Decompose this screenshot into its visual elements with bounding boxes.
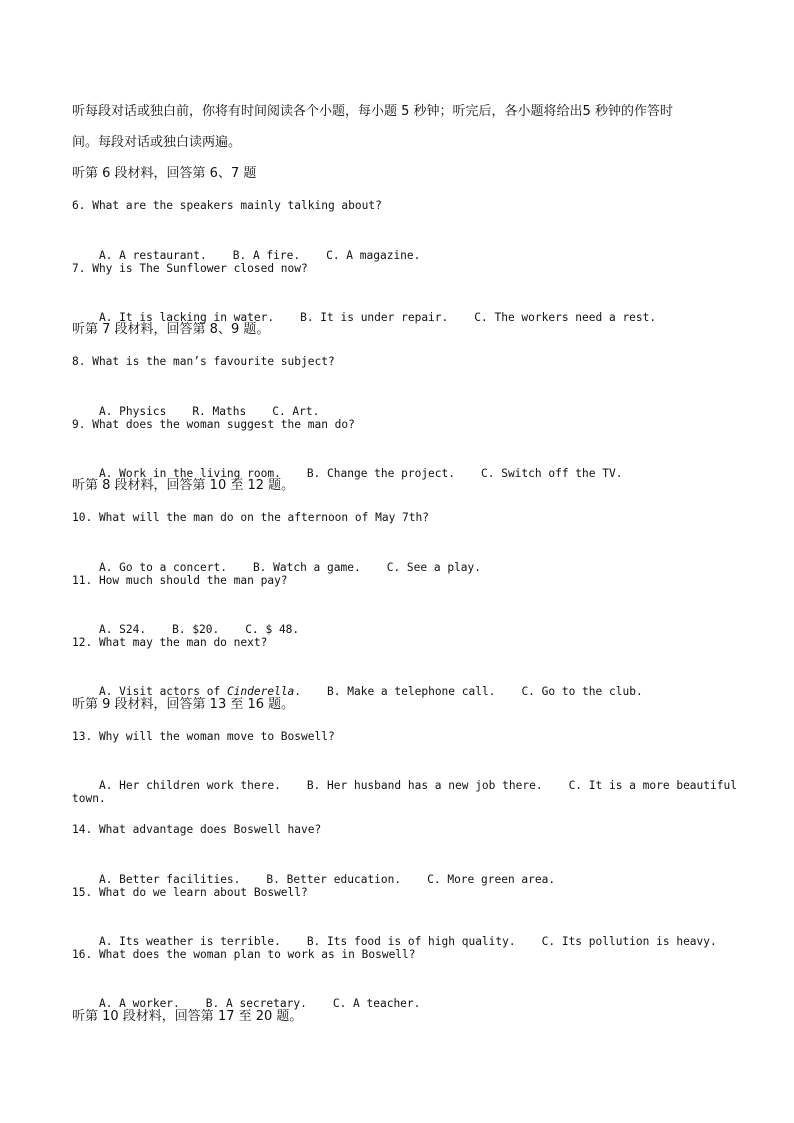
question-9-stem: 9. What does the woman suggest the man do? [72,418,355,431]
option-b: B. $20. [172,623,220,636]
question-15-stem: 15. What do we learn about Boswell? [72,886,308,899]
option-b: B. Her husband has a new job there. [306,779,543,792]
option-a: A. Her children work there. [98,779,281,792]
option-b: B. Watch a game. [252,561,361,574]
option-a: A. Go to a concert. [98,561,227,574]
question-13-stem: 13. Why will the woman move to Boswell? [72,730,335,743]
section-heading-9: 听第 9 段材料，回答第 13 至 16 题。 [72,697,295,712]
option-c: C. The workers need a rest. [474,311,657,324]
question-10-stem: 10. What will the man do on the afternoon of May 7th? [72,511,429,524]
option-b: B. Change the project. [306,467,455,480]
option-c: C. Go to the club. [521,685,643,698]
option-a: A. Physics [98,405,167,418]
option-c: C. $ 48. [245,623,300,636]
instructions-line-1: 听每段对话或独白前，你将有时间阅读各个小题，每小题 5 秒钟；听完后，各小题将给出5 秒钟的作答时 [72,104,673,119]
option-b: B. A fire. [232,249,301,262]
option-c: C. Its pollution is heavy. [541,935,717,948]
section-heading-10: 听第 10 段材料，回答第 17 至 20 题。 [72,1009,303,1024]
option-b: R. Maths [192,405,247,418]
section-heading-8: 听第 8 段材料，回答第 10 至 12 题。 [72,478,295,493]
section-heading-7: 听第 7 段材料，回答第 8、9 题。 [72,322,270,337]
option-a: A. S24. [98,623,147,636]
option-c: C. It is a more beautiful [568,779,737,792]
option-a: A. Better facilities. [98,873,241,886]
option-c: C. A magazine. [326,249,421,262]
question-7-stem: 7. Why is The Sunflower closed now? [72,262,308,275]
option-a: A. A worker. [98,997,180,1010]
question-8-stem: 8. What is the man’s favourite subject? [72,355,335,368]
option-c: C. More green area. [427,873,556,886]
option-b: B. A secretary. [205,997,307,1010]
option-b: B. Its food is of high quality. [306,935,516,948]
option-c: C. See a play. [386,561,482,574]
question-16-stem: 16. What does the woman plan to work as in Boswell? [72,948,416,961]
question-13-option-c-continued: town. [72,792,106,805]
question-11-stem: 11. How much should the man pay? [72,574,288,587]
instructions-line-2: 间。每段对话或独白读两遍。 [72,135,242,150]
section-heading-6: 听第 6 段材料，回答第 6、7 题 [72,166,257,181]
option-a: A. It is lacking in water. [98,311,275,324]
option-a-suffix: . [294,685,302,698]
option-a: A. Work in the living room. [98,467,281,480]
question-12-stem: 12. What may the man do next? [72,636,268,649]
option-c: C. Art. [272,405,320,418]
option-a-prefix: A. Visit actors of [98,685,227,698]
option-a: A. A restaurant. [98,249,207,262]
option-b: B. Make a telephone call. [327,685,496,698]
option-b: B. Better education. [266,873,402,886]
book-title: Cinderella [226,685,295,698]
question-13-options [72,759,737,813]
option-c: C. Switch off the TV. [481,467,623,480]
option-a: A. Its weather is terrible. [98,935,281,948]
question-6-stem: 6. What are the speakers mainly talking about? [72,199,382,212]
option-b: B. It is under repair. [300,311,449,324]
question-14-stem: 14. What advantage does Boswell have? [72,823,322,836]
option-c: C. A teacher. [332,997,421,1010]
